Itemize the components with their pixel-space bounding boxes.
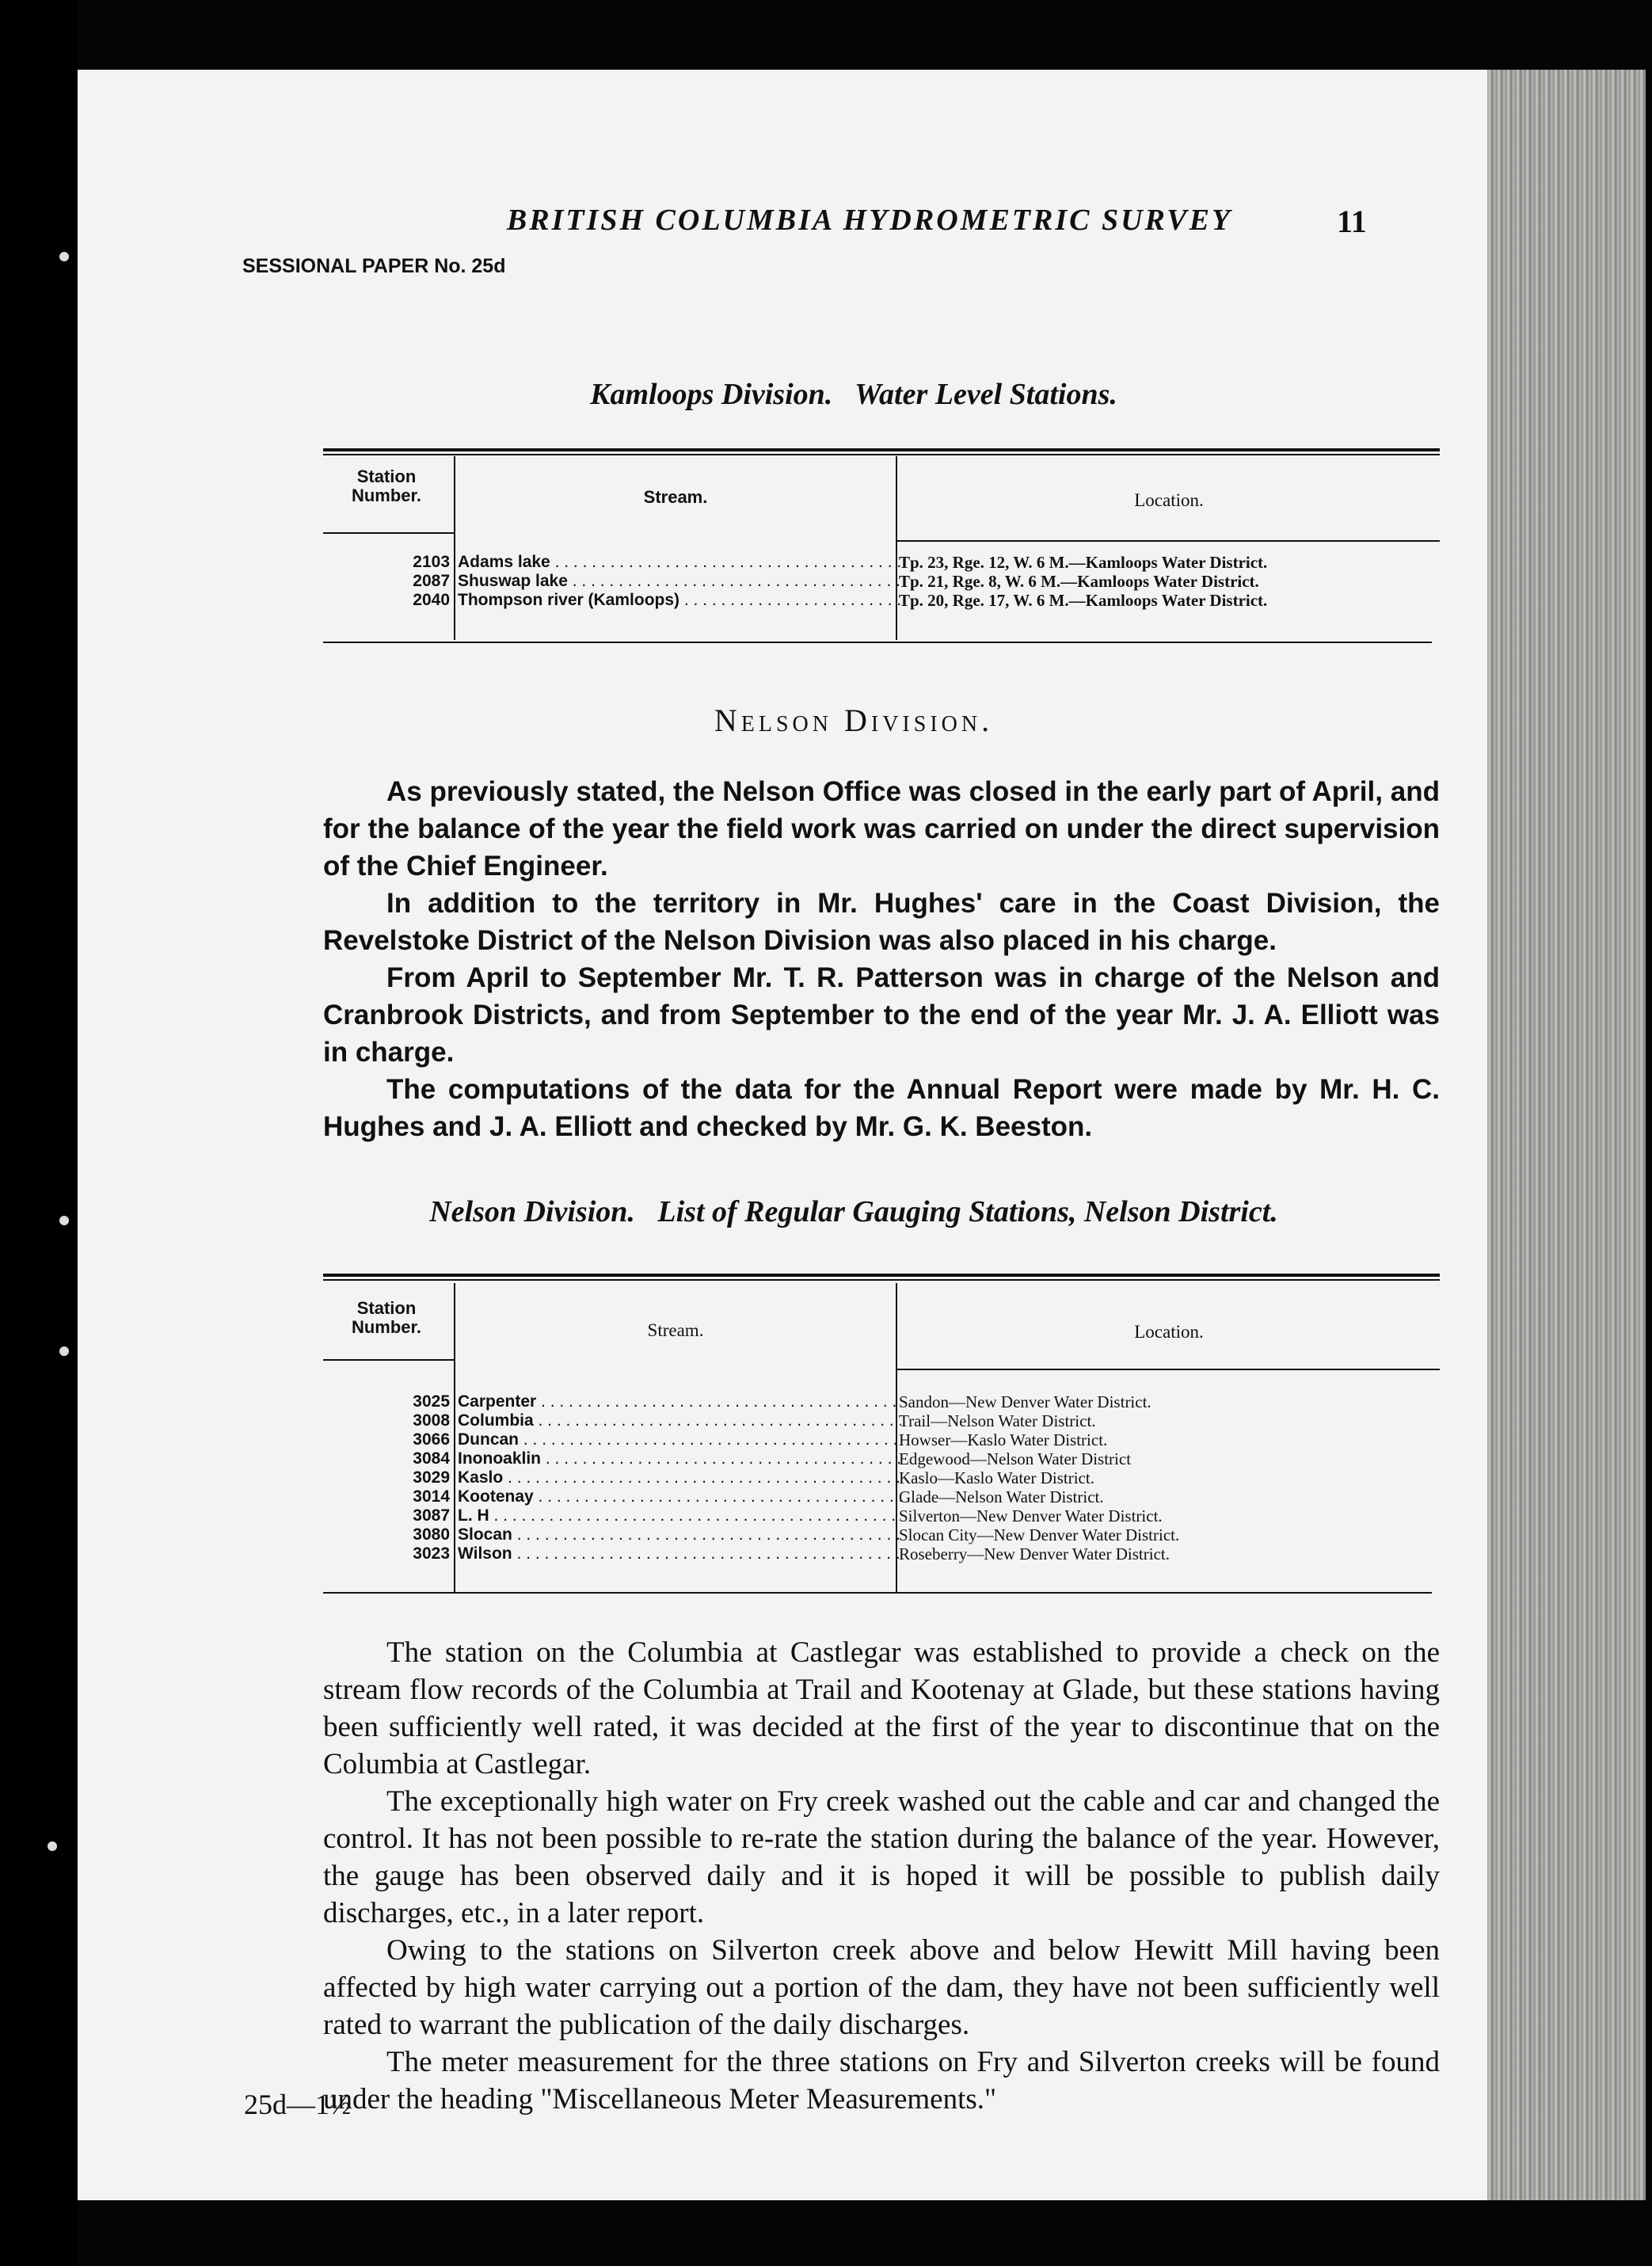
page-edge-shadow: [1487, 70, 1646, 2200]
table-cell: Wilson . . .: [458, 1544, 901, 1563]
table-cell: Silverton—New Denver Water District.: [899, 1506, 1163, 1525]
nelson-table: [323, 1274, 1440, 1598]
paragraph: The station on the Columbia at Castlegar was established to provide a check on the stream flow records of the Columbia at Trail and Kootenay at Glade, but these stations having been sufficiently well rated, it was decided at the first of the year to discontinue that on the Columbia at Castlegar.: [323, 1636, 1440, 1780]
paragraph: The computations of the data for the Annual Report were made by Mr. H. C. Hughes and J. A. Elliott and checked by Mr. G. K. Beeston.: [323, 1074, 1440, 1142]
table-cell: Duncan . . .: [458, 1430, 901, 1449]
document-page: [78, 70, 1487, 2200]
kamloops-stream-column: [458, 553, 901, 610]
table-cell: Tp. 21, Rge. 8, W. 6 M.—Kamloops Water District.: [899, 572, 1259, 591]
table-bottom-rule: [323, 642, 1432, 643]
kamloops-table: [323, 448, 1440, 646]
running-title: BRITISH COLUMBIA HYDROMETRIC SURVEY: [506, 204, 1233, 237]
signature-mark: 25d—1½: [244, 2089, 351, 2120]
header-rule: [896, 540, 1440, 542]
table-cell: Tp. 20, Rge. 17, W. 6 M.—Kamloops Water District.: [899, 591, 1268, 610]
table-cell: Columbia . . .: [458, 1411, 901, 1430]
table-cell: 2103: [413, 553, 450, 571]
header-rule: [896, 1369, 1440, 1370]
nelson-paragraphs: [323, 773, 1440, 1145]
scan-border-left: [0, 0, 78, 2266]
header-station-number: Station Number.: [351, 1298, 422, 1337]
table-cell: Howser—Kaslo Water District.: [899, 1430, 1108, 1449]
nelson-stream-column: [458, 1392, 901, 1563]
table-cell: Roseberry—New Denver Water District.: [899, 1544, 1170, 1563]
column-divider: [454, 456, 455, 640]
table-cell: Shuswap lake . . .: [458, 572, 901, 591]
table-cell: Tp. 23, Rge. 12, W. 6 M.—Kamloops Water District.: [899, 553, 1268, 572]
table-cell: Thompson river (Kamloops) . . .: [458, 591, 901, 610]
paragraph: The meter measurement for the three stations on Fry and Silverton creeks will be found under the heading "Miscellaneous Meter Measurements.": [323, 2046, 1440, 2116]
header-location: Location.: [1134, 1322, 1204, 1342]
header-location: Location.: [1134, 490, 1204, 510]
scan-speck: [59, 1216, 69, 1225]
closing-paragraphs: [323, 1634, 1440, 2118]
table-cell: 3025: [413, 1392, 450, 1411]
table-cell: Sandon—New Denver Water District.: [899, 1392, 1151, 1411]
table-cell: Kaslo . . .: [458, 1468, 901, 1487]
paragraph: The exceptionally high water on Fry creek washed out the cable and car and changed the control. It has not been possible to re-rate the station during the balance of the year. However, the gauge has been observed daily and it is hoped it will be possible to publish daily discharges, etc., in a later report.: [323, 1785, 1440, 1929]
table-cell: Trail—Nelson Water District.: [899, 1411, 1096, 1430]
table-cell: Inonoaklin . . .: [458, 1449, 901, 1468]
table-cell: Slocan . . .: [458, 1525, 901, 1544]
kamloops-location-column: [899, 553, 1437, 610]
table-cell: 3066: [413, 1430, 450, 1449]
table-cell: 2087: [413, 572, 450, 590]
page-number: 11: [1337, 204, 1367, 239]
table-bottom-rule: [323, 1592, 1432, 1594]
table-cell: 3014: [413, 1487, 450, 1506]
table-cell: Edgewood—Nelson Water District: [899, 1449, 1132, 1468]
table-cell: 3029: [413, 1468, 450, 1487]
table-cell: L. H . . .: [458, 1506, 901, 1525]
table-cell: 3023: [413, 1544, 450, 1563]
nelson-number-column: [323, 1392, 450, 1563]
table-cell: Glade—Nelson Water District.: [899, 1487, 1104, 1506]
table-cell: 3008: [413, 1411, 450, 1430]
scan-speck: [59, 1346, 69, 1356]
table-top-rule: [323, 448, 1440, 455]
sessional-paper-label: SESSIONAL PAPER No. 25d: [242, 255, 506, 277]
nelson-division-heading: Nelson Division.: [714, 703, 994, 738]
table-cell: Kootenay . . .: [458, 1487, 901, 1506]
table-top-rule: [323, 1274, 1440, 1281]
kamloops-number-column: [323, 553, 450, 610]
table-cell: Kaslo—Kaslo Water District.: [899, 1468, 1094, 1487]
paragraph: As previously stated, the Nelson Office was closed in the early part of April, and for the balance of the year the field work was carried on under the direct supervision of the Chief Engineer.: [323, 776, 1440, 882]
header-stream: Stream.: [647, 1320, 704, 1340]
scan-speck: [48, 1841, 57, 1851]
table-cell: 3087: [413, 1506, 450, 1525]
header-rule: [323, 532, 454, 534]
header-stream: Stream.: [643, 487, 708, 507]
scan-speck: [59, 252, 69, 261]
nelson-table-title: Nelson Division. List of Regular Gauging Stations, Nelson District.: [429, 1195, 1278, 1228]
column-divider: [454, 1283, 455, 1592]
table-cell: Adams lake . . .: [458, 553, 901, 572]
header-rule: [323, 1359, 454, 1361]
table-cell: 3084: [413, 1449, 450, 1468]
paragraph: From April to September Mr. T. R. Patterson was in charge of the Nelson and Cranbrook Districts, and from September to the end of the year Mr. J. A. Elliott was in charge.: [323, 962, 1440, 1068]
table-cell: 3080: [413, 1525, 450, 1544]
nelson-location-column: [899, 1392, 1437, 1563]
header-station-number: Station Number.: [351, 467, 422, 505]
table-cell: Carpenter . . .: [458, 1392, 901, 1411]
paragraph: Owing to the stations on Silverton creek above and below Hewitt Mill having been affected by high water carrying out a portion of the dam, they have not been sufficiently well rated to warrant the publication of the daily discharges.: [323, 1934, 1440, 2041]
table-cell: 2040: [413, 591, 450, 609]
paragraph: In addition to the territory in Mr. Hughes' care in the Coast Division, the Revelstoke District of the Nelson Division was also placed in his charge.: [323, 888, 1440, 956]
column-divider: [896, 456, 897, 640]
kamloops-table-title: Kamloops Division. Water Level Stations.: [590, 378, 1117, 411]
table-cell: Slocan City—New Denver Water District.: [899, 1525, 1180, 1544]
